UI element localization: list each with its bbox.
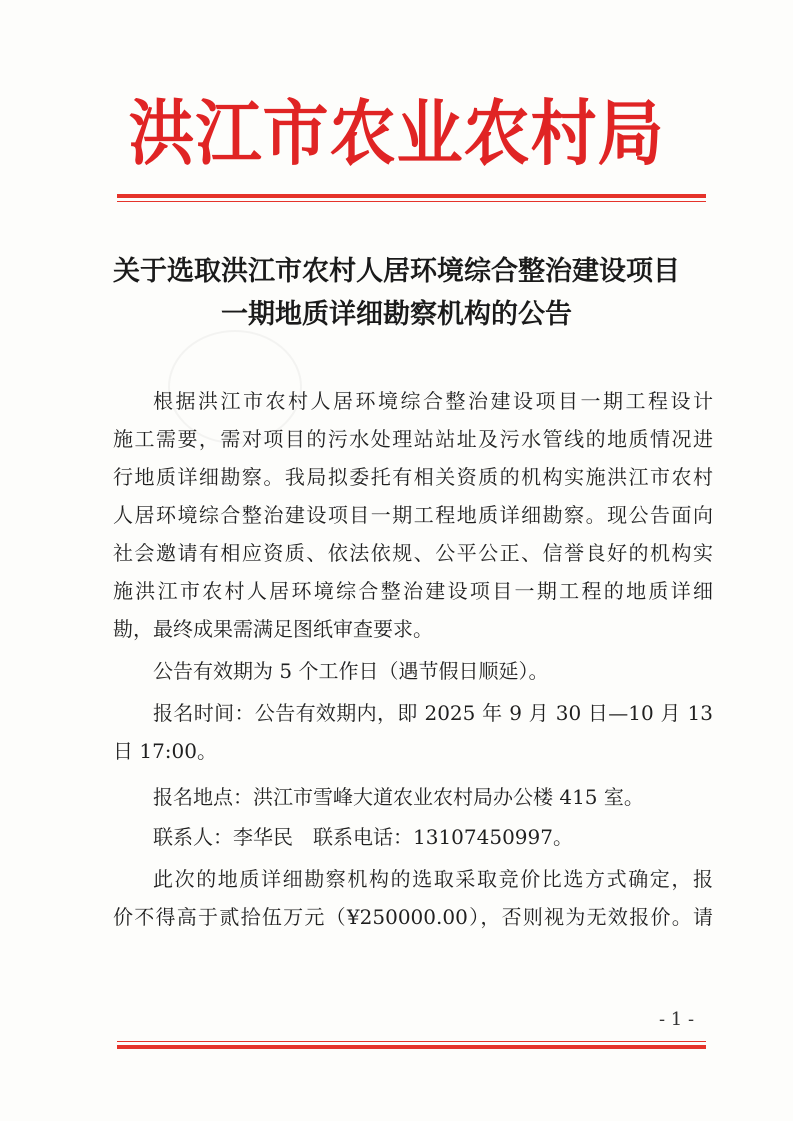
text-line: 施工需要，需对项目的污水处理站站址及污水管线的地质情况进	[113, 427, 713, 451]
footer-rule-thick	[117, 1045, 706, 1049]
text-line: 施洪江市农村人居环境综合整治建设项目一期工程的地质详细	[113, 579, 713, 603]
paragraph-contact	[113, 818, 713, 856]
text-line: 公告有效期为 5 个工作日（遇节假日顺延）。	[153, 659, 549, 683]
masthead-title: 洪江市农业农村局	[128, 90, 665, 176]
text-line: 报名地点：洪江市雪峰大道农业农村局办公楼 415 室。	[153, 785, 644, 809]
paragraph-registration-time	[113, 694, 713, 770]
text-line: 日 17:00。	[113, 739, 217, 763]
text-line: 报名时间：公告有效期内，即 2025 年 9 月 30 日—10 月 13	[153, 701, 713, 725]
masthead-rule-thick	[117, 194, 706, 198]
text-line: 联系人：李华民 联系电话：13107450997。	[153, 825, 573, 849]
paragraph-intro	[113, 382, 713, 648]
text-line: 社会邀请有相应资质、依法依规、公平公正、信誉良好的机构实	[113, 541, 713, 565]
text-line: 勘，最终成果需满足图纸审查要求。	[113, 617, 433, 641]
document-body	[113, 382, 713, 936]
page-number: - 1 -	[659, 1009, 695, 1030]
text-line: 此次的地质详细勘察机构的选取采取竞价比选方式确定，报	[153, 867, 713, 891]
document-title-line-1: 关于选取洪江市农村人居环境综合整治建设项目	[113, 256, 680, 287]
paragraph-registration-location	[113, 778, 713, 816]
paragraph-validity	[113, 652, 713, 690]
text-line: 价不得高于贰拾伍万元（¥250000.00），否则视为无效报价。请	[113, 905, 713, 929]
text-line: 人居环境综合整治建设项目一期工程地质详细勘察。现公告面向	[113, 503, 713, 527]
footer-rule-thin	[117, 1041, 706, 1042]
text-line: 行地质详细勘察。我局拟委托有相关资质的机构实施洪江市农村	[113, 465, 713, 489]
paragraph-selection-method	[113, 860, 713, 936]
text-line: 根据洪江市农村人居环境综合整治建设项目一期工程设计	[153, 389, 713, 413]
document-title-line-2: 一期地质详细勘察机构的公告	[221, 299, 572, 330]
masthead-rule-thin	[117, 201, 706, 202]
